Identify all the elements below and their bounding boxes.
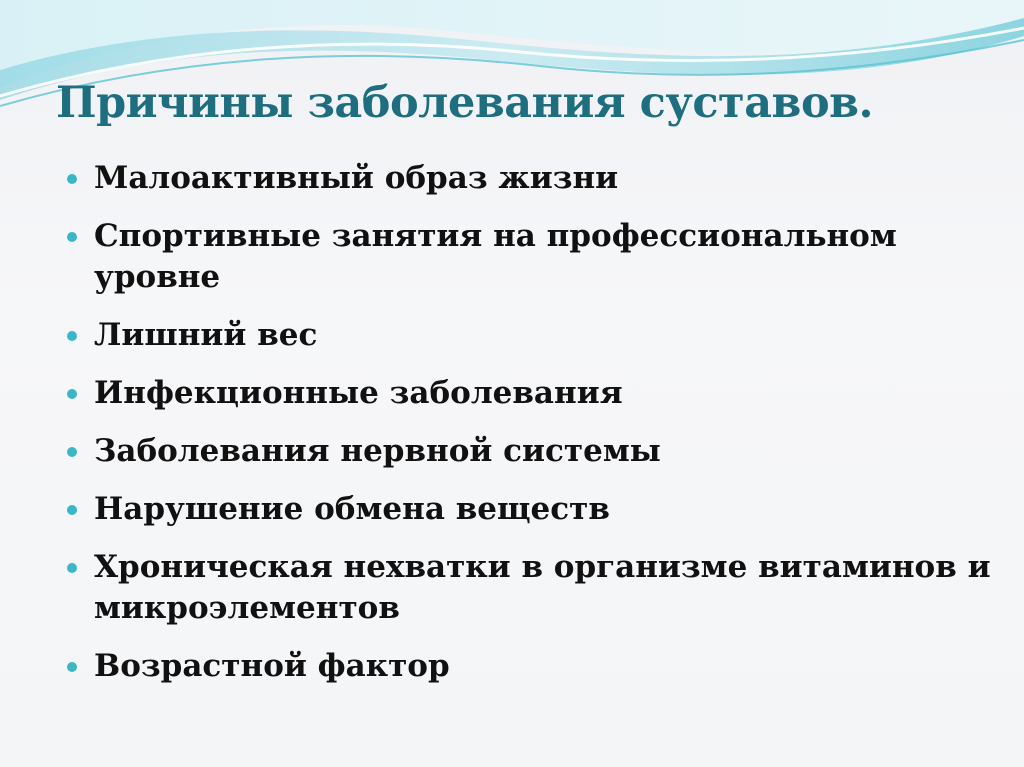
dot-bullet-icon bbox=[67, 662, 77, 672]
list-item-text: Заболевания нервной системы bbox=[94, 433, 661, 469]
list-item bbox=[64, 547, 994, 629]
list-item bbox=[64, 373, 994, 414]
list-item bbox=[64, 158, 994, 199]
list-item-text: Хроническая нехватки в организме витаминов и микроэлементов bbox=[94, 549, 991, 626]
list-item-text: Нарушение обмена веществ bbox=[94, 491, 610, 527]
dot-bullet-icon bbox=[67, 447, 77, 457]
list-item bbox=[64, 216, 994, 298]
dot-bullet-icon bbox=[67, 389, 77, 399]
slide-title: Причины заболевания суставов. bbox=[56, 78, 873, 128]
list-item-text: Спортивные занятия на профессиональном уровне bbox=[94, 218, 897, 295]
dot-bullet-icon bbox=[67, 563, 77, 573]
list-item-text: Лишний вес bbox=[94, 317, 318, 353]
dot-bullet-icon bbox=[67, 232, 77, 242]
list-item-text: Инфекционные заболевания bbox=[94, 375, 623, 411]
dot-bullet-icon bbox=[67, 331, 77, 341]
list-item bbox=[64, 489, 994, 530]
list-item-text: Малоактивный образ жизни bbox=[94, 160, 619, 196]
dot-bullet-icon bbox=[67, 505, 77, 515]
list-item bbox=[64, 646, 994, 687]
bullet-list bbox=[64, 158, 994, 704]
list-item-text: Возрастной фактор bbox=[94, 648, 450, 684]
list-item bbox=[64, 431, 994, 472]
dot-bullet-icon bbox=[67, 174, 77, 184]
list-item bbox=[64, 315, 994, 356]
